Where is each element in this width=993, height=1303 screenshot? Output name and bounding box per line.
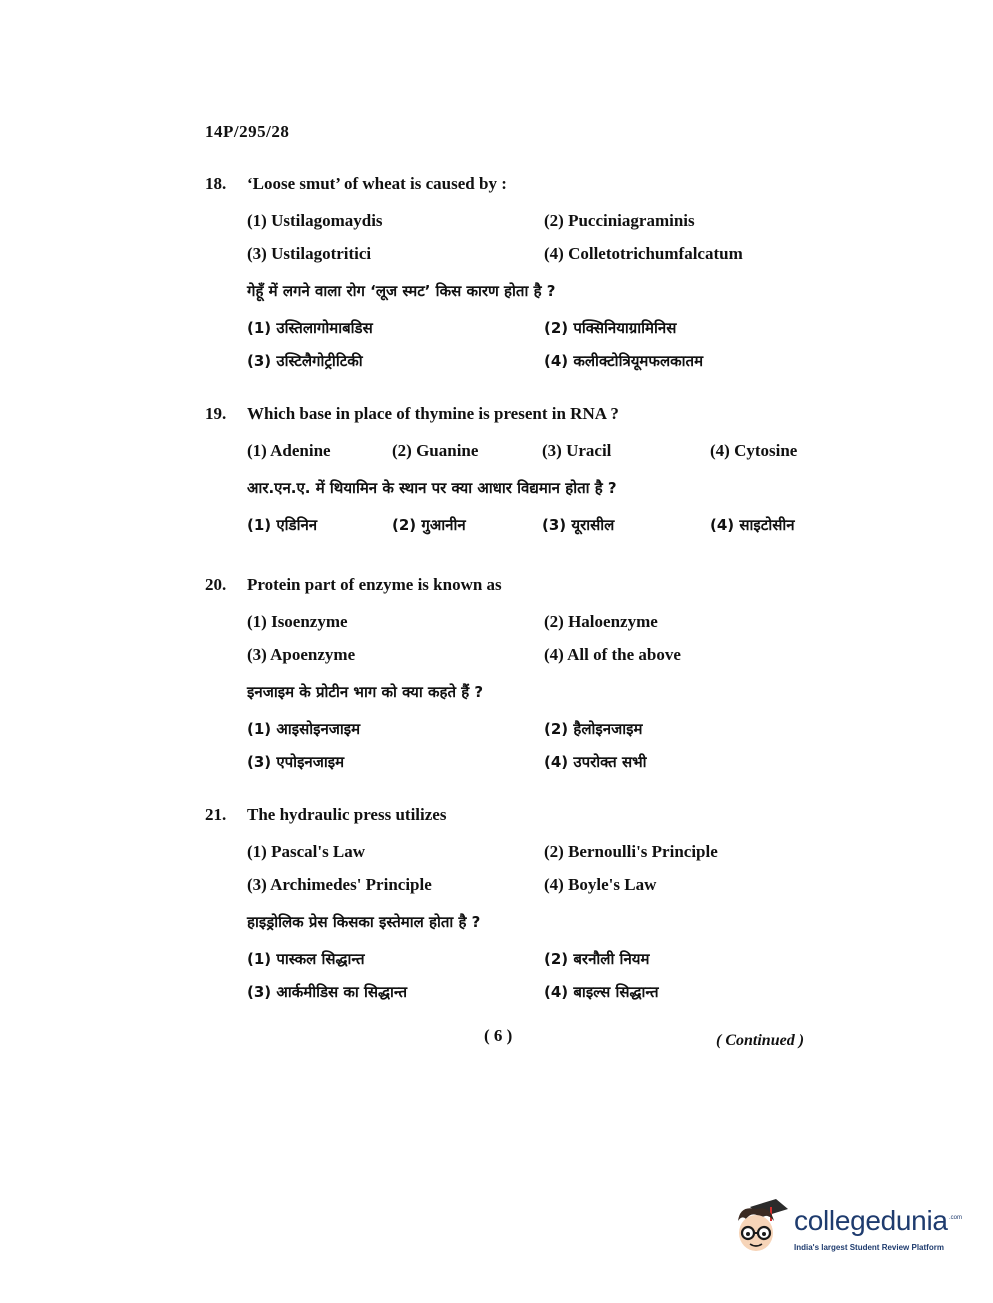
option-1: (1) Ustilagomaydis (247, 211, 383, 230)
options-hindi (247, 947, 845, 1004)
options-hindi (247, 513, 845, 537)
option-4: (4) Cytosine (710, 441, 798, 460)
question-text-hindi: आर.एन.ए. में थियामिन के स्थान पर क्या आधार विद्यमान होता है ? (247, 479, 617, 497)
options-english (247, 209, 845, 266)
question-text: ‘Loose smut’ of wheat is caused by : (247, 174, 507, 193)
question-18 (205, 172, 845, 373)
option-2-hindi: (2) बरनौली नियम (544, 950, 650, 968)
question-20 (205, 573, 845, 774)
question-text: The hydraulic press utilizes (247, 805, 447, 824)
mascot-icon (730, 1197, 792, 1255)
option-1-hindi: (1) आइसोइनजाइम (247, 720, 361, 738)
question-number: 21. (205, 805, 227, 824)
options-hindi (247, 717, 845, 774)
option-1-hindi: (1) एडिनिन (247, 516, 318, 534)
continued-label: ( Continued ) (716, 1032, 805, 1049)
option-3-hindi: (3) यूरासील (542, 516, 615, 534)
option-4-hindi: (4) बाइल्स सिद्धान्त (544, 983, 659, 1001)
option-4-hindi: (4) कलीक्टोत्रियूमफलकातम (544, 352, 704, 370)
question-number: 18. (205, 174, 227, 193)
question-text: Which base in place of thymine is present in RNA ? (247, 404, 619, 423)
option-1-hindi: (1) उस्तिलागोमाबडिस (247, 319, 373, 337)
logo-tagline: India's largest Student Review Platform (794, 1243, 944, 1252)
question-text-hindi: हाइड्रोलिक प्रेस किसका इस्तेमाल होता है ? (247, 913, 481, 931)
option-1: (1) Isoenzyme (247, 612, 348, 631)
option-4-hindi: (4) साइटोसीन (710, 516, 795, 534)
option-4: (4) Boyle's Law (544, 875, 657, 894)
paper-code: 14P/295/28 (205, 122, 290, 141)
question-text: Protein part of enzyme is known as (247, 575, 502, 594)
option-2-hindi: (2) गुआनीन (392, 516, 466, 534)
option-3-hindi: (3) आर्कमीडिस का सिद्धान्त (247, 983, 408, 1001)
question-19 (205, 402, 845, 537)
logo-domain-text: .com (949, 1215, 963, 1221)
option-2: (2) Bernoulli's Principle (544, 842, 718, 861)
option-2-hindi: (2) हैलोइनजाइम (544, 720, 643, 738)
options-hindi (247, 316, 845, 373)
option-1: (1) Pascal's Law (247, 842, 366, 861)
page-number: ( 6 ) (484, 1026, 513, 1045)
option-4-hindi: (4) उपरोक्त सभी (544, 753, 647, 771)
question-number: 20. (205, 575, 227, 594)
option-3: (3) Apoenzyme (247, 645, 356, 664)
question-21 (205, 803, 845, 1004)
option-1: (1) Adenine (247, 441, 331, 460)
option-1-hindi: (1) पास्कल सिद्धान्त (247, 950, 365, 968)
question-number: 19. (205, 404, 227, 423)
option-2: (2) Pucciniagraminis (544, 211, 695, 230)
option-3-hindi: (3) एपोइनजाइम (247, 753, 345, 771)
option-2: (2) Haloenzyme (544, 612, 658, 631)
options-english (247, 610, 845, 667)
question-text-hindi: इनजाइम के प्रोटीन भाग को क्या कहते हैं ? (247, 683, 484, 701)
option-2-hindi: (2) पक्सिनियाग्रामिनिस (544, 319, 677, 337)
option-4: (4) All of the above (544, 645, 681, 664)
option-3: (3) Uracil (542, 441, 612, 460)
option-2: (2) Guanine (392, 441, 479, 460)
options-english (247, 439, 845, 463)
option-3: (3) Ustilagotritici (247, 244, 372, 263)
option-3-hindi: (3) उस्टिलैगोट्रीटिकी (247, 352, 363, 370)
options-english (247, 840, 845, 897)
option-4: (4) Colletotrichumfalcatum (544, 244, 743, 263)
collegedunia-logo (730, 1193, 965, 1263)
option-3: (3) Archimedes' Principle (247, 875, 432, 894)
question-text-hindi: गेहूँ में लगने वाला रोग ‘लूज स्मट’ किस कारण होता है ? (247, 282, 556, 300)
logo-brand-text: collegedunia (794, 1205, 948, 1236)
